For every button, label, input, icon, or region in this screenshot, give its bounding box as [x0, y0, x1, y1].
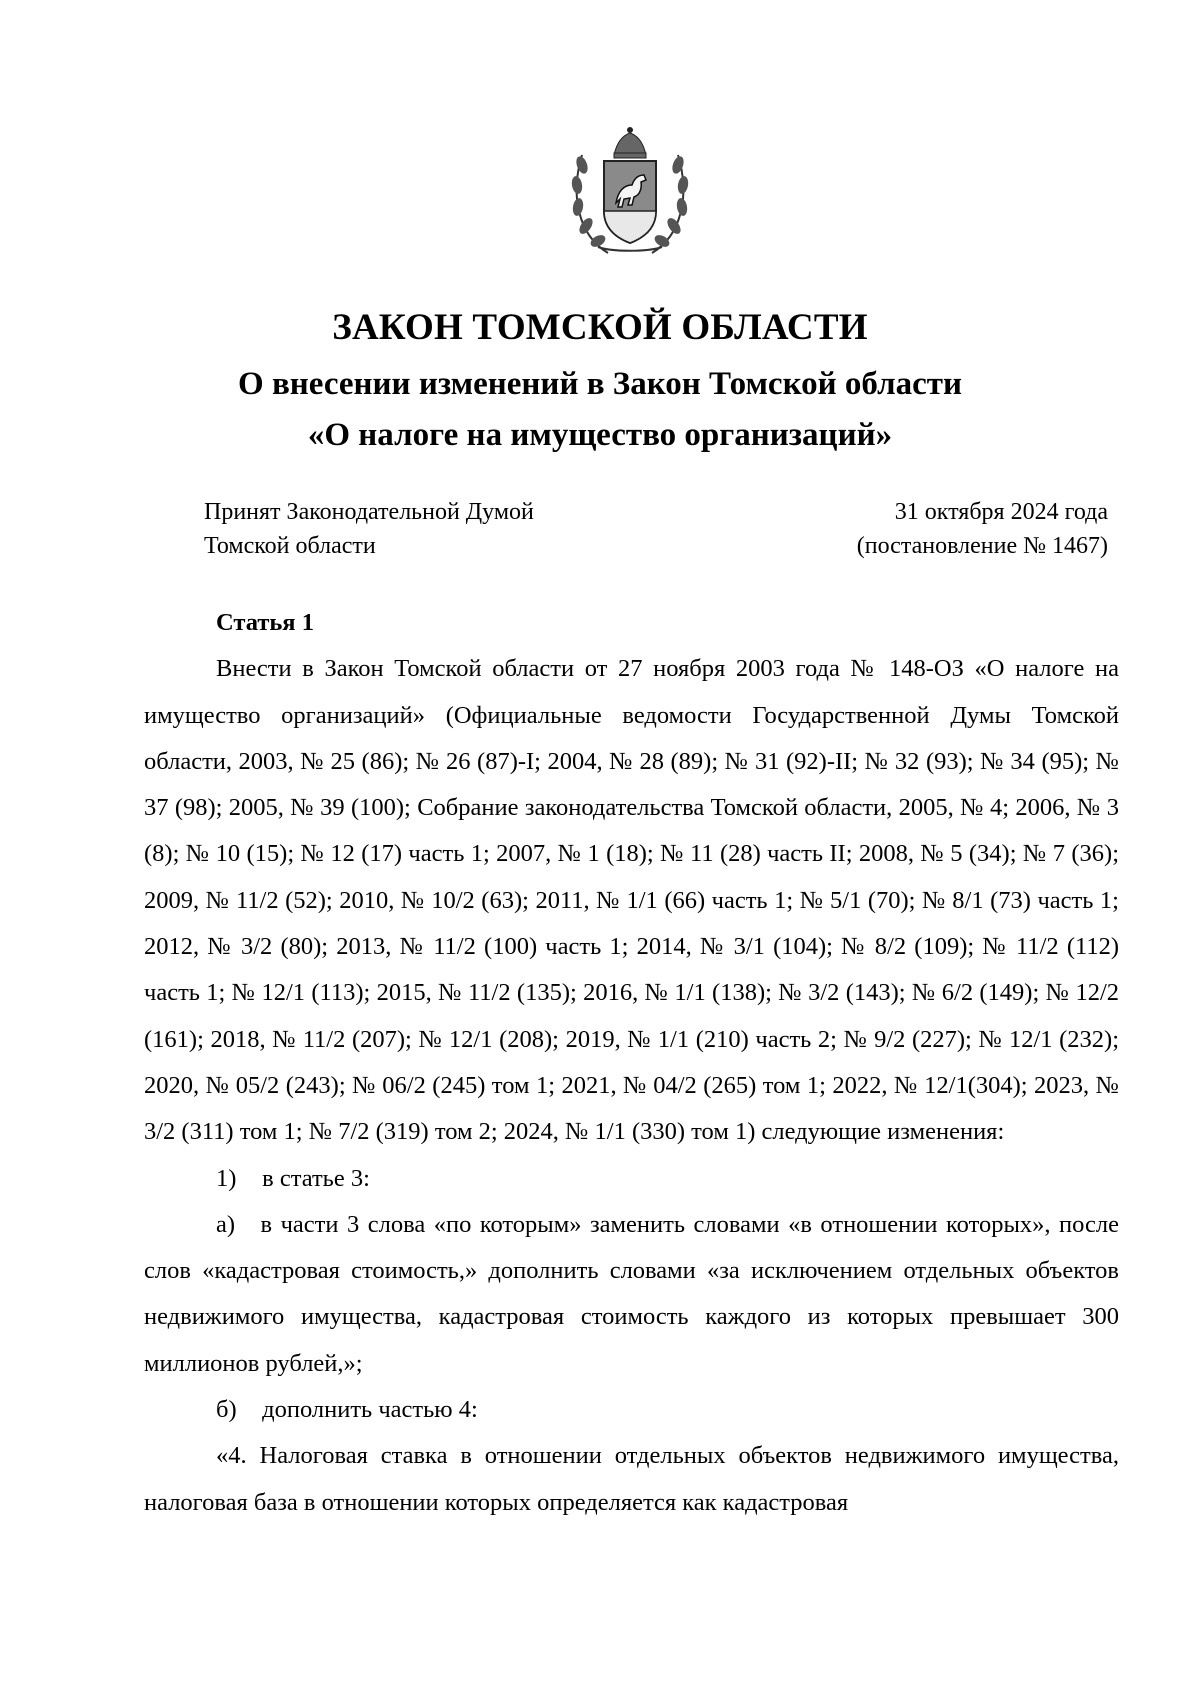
list-item-1-number: 1)	[216, 1164, 237, 1192]
list-item-a-number: а)	[216, 1210, 236, 1238]
law-title: ЗАКОН ТОМСКОЙ ОБЛАСТИ	[332, 307, 868, 348]
law-subtitle-line-1: О внесении изменений в Закон Томской области	[238, 366, 962, 402]
list-item-a	[144, 1202, 1119, 1387]
adoption-date-line: 31 октября 2024 года	[894, 499, 1108, 525]
list-item-b-number: б)	[216, 1396, 237, 1424]
list-item-b-text: дополнить частью 4:	[262, 1396, 478, 1424]
adopted-by	[204, 495, 534, 563]
list-item-1-text: в статье 3:	[262, 1164, 370, 1192]
list-item-a-text: в части 3 слова «по которым» заменить словами «в отношении которых», после слов «кадастровая стоимость,» дополнить словами «за исключением отдельных объектов недвижимого имущества, кадастровая стоимость каждого из которых превышает 300 миллионов рублей,»;	[144, 1210, 1120, 1377]
article-body	[144, 600, 1119, 1526]
adopted-by-line-2: Томской области	[204, 533, 376, 559]
adopted-by-line-1: Принят Законодательной Думой	[204, 499, 534, 525]
list-item-1	[144, 1156, 1119, 1202]
article-heading: Статья 1	[216, 609, 314, 636]
resolution-number: (постановление № 1467)	[856, 533, 1108, 559]
coat-of-arms-icon	[568, 125, 692, 260]
article-intro-paragraph: Внести в Закон Томской области от 27 ноября 2003 года № 148-ОЗ «О налоге на имущество организаций» (Официальные ведомости Государственной Думы Томской области, 2003, № 25 (86); № 26 (87)-I; 2004, № 28 (89); № 31 (92)-II; № 32 (93); № 34 (95); № 37 (98); 2005, № 39 (100); Собрание законодательства Томской области, 2005, № 4; 2006, № 3 (8); № 10 (15); № 12 (17) часть 1; 2007, № 1 (18); № 11 (28) часть II; 2008, № 5 (34); № 7 (36); 2009, № 11/2 (52); 2010, № 10/2 (63); 2011, № 1/1 (66) часть 1; № 5/1 (70); № 8/1 (73) часть 1; 2012, № 3/2 (80); 2013, № 11/2 (100) часть 1; 2014, № 3/1 (104); № 8/2 (109); № 11/2 (112) часть 1; № 12/1 (113); 2015, № 11/2 (135); 2016, № 1/1 (138); № 3/2 (143); № 6/2 (149); № 12/2 (161); 2018, № 11/2 (207); № 12/1 (208); 2019, № 1/1 (210) часть 2; № 9/2 (227); № 12/1 (232); 2020, № 05/2 (243); № 06/2 (245) том 1; 2021, № 04/2 (265) том 1; 2022, № 12/1(304); 2023, № 3/2 (311) том 1; № 7/2 (319) том 2; 2024, № 1/1 (330) том 1) следующие изменения:	[144, 655, 1119, 1146]
quoted-part-4: «4. Налоговая ставка в отношении отдельных объектов недвижимого имущества, налоговая база в отношении которых определяется как кадастровая	[144, 1442, 1119, 1516]
law-subtitle-line-2: «О налоге на имущество организаций»	[307, 417, 893, 453]
adoption-date	[857, 495, 1108, 563]
list-item-b	[144, 1387, 1119, 1433]
